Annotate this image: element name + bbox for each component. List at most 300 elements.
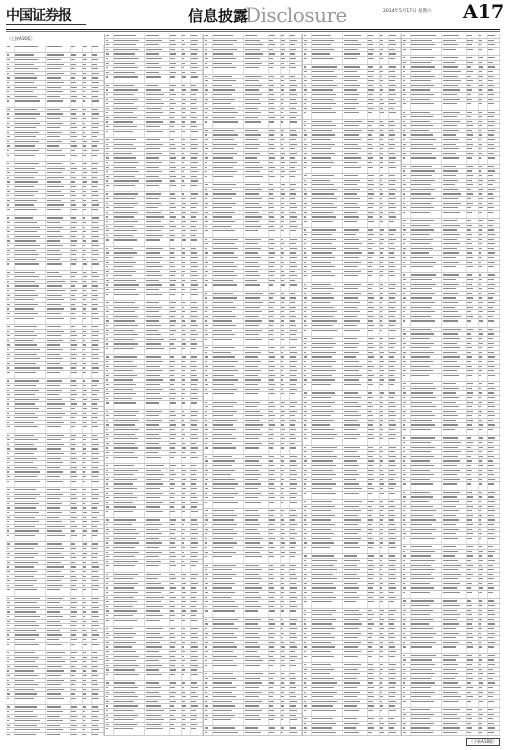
fine-print-line	[7, 245, 9, 246]
fine-print-line	[114, 633, 136, 634]
table-cell	[91, 533, 103, 541]
fine-print-line	[92, 458, 98, 459]
fine-print-line	[146, 556, 159, 557]
fine-print-line	[7, 367, 9, 368]
table-cell	[204, 229, 212, 237]
fine-print-line	[83, 566, 85, 567]
fine-print-line	[106, 610, 110, 611]
fine-print-line	[269, 266, 273, 267]
fine-print-line	[146, 719, 164, 720]
fine-print-line	[182, 493, 184, 494]
fine-print-line	[71, 295, 75, 296]
fine-print-line	[106, 615, 109, 616]
fine-print-line	[92, 331, 99, 332]
fine-print-line	[7, 680, 10, 681]
fine-print-line	[114, 216, 134, 217]
fine-print-line	[83, 666, 86, 667]
fine-print-line	[213, 53, 232, 54]
fine-print-line	[15, 720, 40, 721]
fine-print-line	[71, 720, 76, 721]
fine-print-line	[15, 254, 39, 255]
fine-print-line	[205, 384, 208, 385]
fine-print-line	[47, 150, 62, 151]
fine-print-line	[245, 393, 258, 394]
fine-print-line	[15, 689, 34, 690]
fine-print-line	[191, 230, 197, 231]
fine-print-line	[191, 660, 197, 661]
table-cell	[14, 99, 45, 107]
fine-print-line	[170, 103, 175, 104]
table-cell	[82, 425, 91, 433]
fine-print-line	[47, 408, 62, 409]
fine-print-line	[170, 185, 176, 186]
fine-print-line	[7, 476, 10, 477]
fine-print-line	[269, 121, 274, 122]
fine-print-line	[146, 561, 162, 562]
fine-print-line	[281, 429, 284, 430]
fine-print-line	[71, 236, 76, 237]
fine-print-line	[83, 698, 85, 699]
fine-print-line	[71, 313, 75, 314]
fine-print-line	[106, 212, 108, 213]
fine-print-line	[83, 385, 86, 386]
fine-print-line	[71, 408, 75, 409]
fine-print-line	[106, 216, 109, 217]
fine-print-line	[92, 706, 98, 707]
fine-print-line	[15, 571, 37, 572]
fine-print-line	[245, 325, 259, 326]
fine-print-line	[106, 266, 109, 267]
fine-print-line	[213, 189, 232, 190]
fine-print-line	[170, 384, 174, 385]
fine-print-line	[92, 553, 98, 554]
fine-print-line	[182, 606, 184, 607]
fine-print-line	[83, 54, 85, 55]
fine-print-line	[290, 63, 295, 64]
fine-print-line	[182, 642, 185, 643]
table-cell	[169, 672, 181, 680]
fine-print-line	[281, 203, 284, 204]
fine-print-line	[290, 393, 295, 394]
fine-print-line	[269, 424, 274, 425]
table-cell	[113, 238, 144, 246]
fine-print-line	[281, 130, 284, 131]
fine-print-line	[47, 557, 64, 558]
fine-print-line	[83, 308, 85, 309]
fine-print-line	[245, 35, 258, 36]
fine-print-line	[7, 602, 10, 603]
fine-print-line	[146, 587, 164, 588]
fine-print-line	[83, 318, 85, 319]
fine-print-line	[245, 85, 262, 86]
fine-print-line	[205, 375, 208, 376]
fine-print-line	[47, 607, 63, 608]
fine-print-line	[71, 204, 76, 205]
fine-print-line	[83, 616, 85, 617]
fine-print-line	[92, 263, 98, 264]
fine-print-line	[205, 356, 208, 357]
fine-print-line	[92, 711, 99, 712]
fine-print-line	[182, 592, 185, 593]
table-cell	[82, 370, 91, 378]
fine-print-line	[281, 438, 284, 439]
fine-print-line	[191, 402, 197, 403]
fine-print-line	[191, 502, 198, 503]
fine-print-line	[245, 162, 260, 163]
fine-print-line	[191, 597, 196, 598]
fine-print-line	[71, 462, 76, 463]
fine-print-line	[146, 162, 162, 163]
fine-print-line	[269, 307, 273, 308]
fine-print-line	[170, 284, 175, 285]
fine-print-line	[114, 126, 136, 127]
fine-print-line	[47, 250, 60, 251]
fine-print-line	[71, 304, 75, 305]
fine-print-line	[83, 458, 86, 459]
fine-print-line	[92, 276, 98, 277]
fine-print-line	[114, 447, 138, 448]
fine-print-line	[15, 209, 37, 210]
fine-print-line	[106, 547, 109, 548]
fine-print-line	[71, 453, 76, 454]
fine-print-line	[7, 240, 10, 241]
table-cell	[268, 174, 280, 182]
fine-print-line	[71, 172, 75, 173]
table-cell	[82, 99, 91, 107]
fine-print-line	[92, 259, 97, 260]
fine-print-line	[245, 99, 259, 100]
fine-print-line	[170, 67, 174, 68]
fine-print-line	[83, 263, 86, 264]
fine-print-line	[106, 447, 108, 448]
fine-print-line	[106, 289, 109, 290]
fine-print-line	[7, 512, 9, 513]
fine-print-line	[290, 275, 296, 276]
fine-print-line	[205, 429, 209, 430]
fine-print-line	[182, 538, 185, 539]
fine-print-line	[83, 181, 86, 182]
fine-print-line	[182, 108, 185, 109]
fine-print-line	[170, 348, 175, 349]
fine-print-line	[7, 553, 11, 554]
fine-print-line	[245, 302, 263, 303]
fine-print-line	[269, 334, 273, 335]
fine-print-line	[106, 148, 109, 149]
fine-print-line	[15, 113, 40, 114]
fine-print-line	[191, 524, 198, 525]
fine-print-line	[205, 89, 209, 90]
fine-print-line	[146, 44, 159, 45]
fine-print-line	[146, 294, 162, 295]
fine-print-line	[290, 99, 296, 100]
fine-print-line	[182, 53, 185, 54]
fine-print-line	[15, 417, 38, 418]
fine-print-line	[106, 687, 108, 688]
table-cell	[145, 184, 169, 192]
fine-print-line	[15, 680, 34, 681]
fine-print-line	[106, 474, 109, 475]
fine-print-line	[47, 385, 60, 386]
table-cell	[91, 732, 103, 736]
fine-print-line	[15, 481, 40, 482]
fine-print-line	[269, 203, 273, 204]
fine-print-line	[47, 372, 60, 373]
fine-print-line	[170, 597, 175, 598]
fine-print-line	[146, 49, 162, 50]
fine-print-line	[106, 53, 109, 54]
fine-print-line	[83, 349, 85, 350]
table-cell	[268, 392, 280, 400]
table-cell	[145, 564, 169, 572]
fine-print-line	[205, 284, 207, 285]
fine-print-line	[47, 363, 60, 364]
fine-print-line	[92, 462, 99, 463]
fine-print-line	[281, 157, 284, 158]
fine-print-line	[170, 257, 175, 258]
fine-print-line	[290, 139, 295, 140]
fine-print-line	[83, 403, 85, 404]
fine-print-line	[71, 150, 75, 151]
fine-print-line	[106, 63, 109, 64]
fine-print-line	[106, 402, 109, 403]
fine-print-line	[7, 684, 11, 685]
table-cell	[105, 509, 113, 517]
fine-print-line	[92, 358, 99, 359]
table-cell	[82, 533, 91, 541]
fine-print-line	[245, 94, 262, 95]
table-cell	[6, 99, 14, 107]
fine-print-line	[170, 538, 176, 539]
fine-print-line	[47, 304, 62, 305]
fine-print-line	[191, 302, 196, 303]
fine-print-line	[71, 141, 75, 142]
table-cell	[14, 207, 45, 215]
fine-print-line	[47, 326, 61, 327]
fine-print-line	[83, 236, 85, 237]
table-cell	[145, 129, 169, 137]
fine-print-line	[245, 230, 259, 231]
fine-print-line	[83, 394, 86, 395]
table-cell	[46, 479, 70, 487]
fine-print-line	[170, 248, 175, 249]
table-cell	[14, 642, 45, 650]
fine-print-line	[7, 177, 10, 178]
fine-print-line	[71, 59, 75, 60]
fine-print-line	[182, 502, 184, 503]
fine-print-line	[182, 311, 185, 312]
fine-print-line	[170, 701, 176, 702]
fine-print-line	[146, 284, 162, 285]
table-cell	[145, 346, 169, 354]
table-cell	[14, 153, 45, 161]
fine-print-line	[170, 511, 175, 512]
fine-print-line	[71, 281, 76, 282]
fine-print-line	[106, 176, 109, 177]
fine-print-line	[146, 366, 161, 367]
fine-print-line	[106, 696, 108, 697]
fine-print-line	[106, 257, 109, 258]
fine-print-line	[191, 389, 198, 390]
fine-print-line	[83, 163, 86, 164]
column-3	[204, 34, 303, 736]
fine-print-line	[146, 167, 159, 168]
fine-print-line	[71, 512, 75, 513]
table-row	[105, 129, 203, 137]
fine-print-line	[92, 720, 99, 721]
fine-print-line	[269, 284, 273, 285]
fine-print-line	[182, 157, 185, 158]
fine-print-line	[15, 340, 33, 341]
fine-print-line	[71, 467, 77, 468]
fine-print-line	[146, 402, 160, 403]
fine-print-line	[92, 417, 98, 418]
fine-print-line	[281, 266, 283, 267]
fine-print-line	[269, 257, 274, 258]
fine-print-line	[205, 144, 207, 145]
fine-print-line	[146, 651, 160, 652]
fine-print-line	[170, 393, 176, 394]
table-cell	[82, 732, 91, 736]
fine-print-line	[182, 235, 184, 236]
fine-print-line	[83, 272, 86, 273]
table-cell	[169, 75, 181, 83]
fine-print-line	[83, 711, 85, 712]
fine-print-line	[71, 367, 76, 368]
fine-print-line	[92, 113, 99, 114]
fine-print-line	[92, 385, 97, 386]
fine-print-line	[83, 168, 85, 169]
fine-print-line	[290, 293, 295, 294]
fine-print-line	[83, 222, 86, 223]
fine-print-line	[92, 344, 98, 345]
fine-print-line	[47, 657, 62, 658]
fine-print-line	[47, 354, 60, 355]
fine-print-line	[92, 670, 97, 671]
fine-print-line	[146, 379, 163, 380]
fine-print-line	[182, 533, 184, 534]
table-cell	[190, 292, 202, 300]
fine-print-line	[106, 252, 110, 253]
fine-print-line	[71, 372, 77, 373]
fine-print-line	[71, 123, 76, 124]
fine-print-line	[92, 661, 97, 662]
fine-print-line	[71, 417, 75, 418]
fine-print-line	[47, 589, 61, 590]
table-cell	[190, 564, 202, 572]
fine-print-line	[205, 316, 209, 317]
table-cell	[91, 207, 103, 215]
fine-print-line	[114, 280, 135, 281]
fine-print-line	[114, 370, 133, 371]
fine-print-line	[7, 439, 11, 440]
fine-print-line	[106, 452, 109, 453]
fine-print-line	[106, 533, 109, 534]
fine-print-line	[47, 458, 61, 459]
fine-print-line	[71, 706, 77, 707]
fine-print-line	[15, 295, 38, 296]
fine-print-line	[245, 226, 262, 227]
fine-print-line	[71, 290, 76, 291]
fine-print-line	[191, 248, 196, 249]
fine-print-line	[114, 117, 137, 118]
table-cell	[280, 337, 289, 345]
fine-print-line	[7, 444, 10, 445]
fine-print-line	[146, 457, 161, 458]
table-row	[105, 292, 203, 300]
table-cell	[169, 618, 181, 626]
fine-print-line	[106, 415, 109, 416]
fine-print-line	[269, 35, 275, 36]
fine-print-line	[71, 109, 77, 110]
table-cell	[190, 455, 202, 463]
fine-print-line	[213, 402, 237, 403]
fine-print-line	[182, 724, 185, 725]
fine-print-line	[92, 96, 98, 97]
fine-print-line	[205, 347, 208, 348]
fine-print-line	[15, 444, 34, 445]
fine-print-line	[182, 193, 184, 194]
fine-print-line	[290, 307, 296, 308]
fine-print-line	[170, 443, 176, 444]
fine-print-line	[106, 112, 109, 113]
fine-print-line	[170, 674, 175, 675]
fine-print-line	[114, 67, 138, 68]
fine-print-line	[191, 40, 198, 41]
fine-print-line	[92, 422, 97, 423]
table-cell	[82, 45, 91, 53]
fine-print-line	[7, 290, 10, 291]
fine-print-line	[213, 134, 237, 135]
fine-print-line	[182, 651, 185, 652]
table-cell	[113, 509, 144, 517]
fine-print-line	[114, 660, 135, 661]
fine-print-line	[269, 389, 273, 390]
fine-print-line	[146, 637, 163, 638]
fine-print-line	[106, 316, 108, 317]
fine-print-line	[71, 711, 76, 712]
fine-print-line	[269, 198, 274, 199]
fine-print-line	[47, 109, 60, 110]
fine-print-line	[245, 320, 262, 321]
fine-print-line	[281, 424, 283, 425]
fine-print-line	[269, 356, 275, 357]
fine-print-line	[92, 526, 97, 527]
fine-print-line	[15, 155, 35, 156]
table-cell	[204, 174, 212, 182]
fine-print-line	[146, 121, 163, 122]
fine-print-line	[47, 562, 61, 563]
fine-print-line	[182, 674, 184, 675]
fine-print-line	[92, 507, 97, 508]
fine-print-line	[146, 40, 162, 41]
fine-print-line	[146, 474, 164, 475]
fine-print-line	[47, 127, 60, 128]
fine-print-line	[15, 100, 40, 101]
table-cell	[113, 75, 144, 83]
fine-print-line	[7, 285, 9, 286]
fine-print-line	[205, 402, 207, 403]
table-cell	[145, 672, 169, 680]
table-cell	[82, 479, 91, 487]
fine-print-line	[245, 257, 261, 258]
fine-print-line	[245, 89, 259, 90]
fine-print-line	[191, 339, 196, 340]
table-cell	[204, 120, 212, 128]
fine-print-line	[106, 235, 109, 236]
fine-print-line	[15, 458, 37, 459]
fine-print-line	[205, 325, 209, 326]
fine-print-line	[290, 76, 295, 77]
